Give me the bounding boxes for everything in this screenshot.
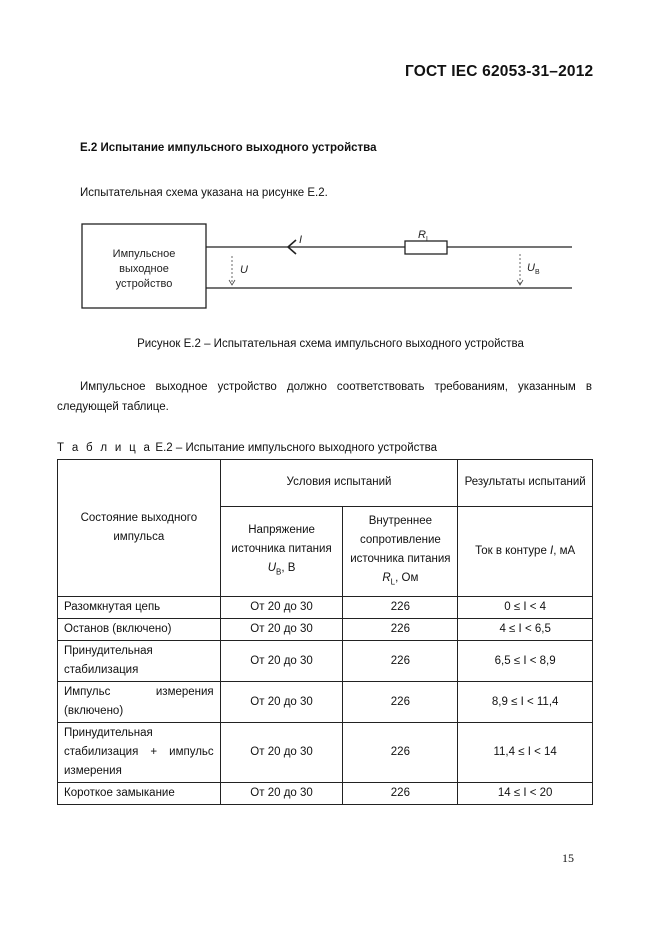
header-voltage	[220, 506, 343, 596]
table-caption	[57, 442, 437, 454]
figure-caption: Рисунок Е.2 – Испытательная схема импульсного выходного устройства	[137, 338, 524, 350]
label-current: I	[299, 234, 303, 246]
header-voltage-sub: B	[276, 567, 282, 577]
cell-resistance: 226	[343, 723, 458, 783]
standard-number: ГОСТ IEC 62053-31–2012	[405, 63, 594, 80]
header-resistance-sub: L	[390, 577, 396, 586]
cell-voltage: От 20 до 30	[220, 641, 343, 682]
table-row	[58, 783, 593, 805]
cell-voltage: От 20 до 30	[220, 619, 343, 641]
table-row	[58, 723, 593, 783]
label-R: R	[418, 229, 426, 241]
header-current-sym: I	[550, 544, 554, 557]
header-current-unit: , мА	[553, 544, 576, 557]
header-state: Состояние выходного импульса	[58, 460, 221, 597]
label-R-sub: L	[426, 236, 430, 243]
cell-voltage: От 20 до 30	[220, 723, 343, 783]
test-table	[57, 459, 593, 805]
cell-current: 4 ≤ I < 6,5	[458, 619, 593, 641]
cell-resistance: 226	[343, 783, 458, 805]
label-UB: U	[527, 262, 535, 274]
table-caption-label: Т а б л и ц а	[57, 442, 153, 454]
cell-state: Импульс измерения (включено)	[58, 682, 221, 723]
header-resistance	[343, 506, 458, 596]
intro-text: Испытательная схема указана на рисунке Е.2.	[80, 187, 328, 199]
header-current	[458, 506, 593, 596]
cell-voltage: От 20 до 30	[220, 783, 343, 805]
header-resistance-sym: R	[382, 571, 391, 584]
label-UB-sub: B	[535, 269, 540, 276]
cell-state: Короткое замыкание	[58, 783, 221, 805]
table-caption-text: Е.2 – Испытание импульсного выходного устройства	[152, 442, 438, 454]
cell-voltage: От 20 до 30	[220, 597, 343, 619]
header-resistance-unit: , Ом	[395, 571, 419, 584]
cell-current: 14 ≤ I < 20	[458, 783, 593, 805]
table-row	[58, 619, 593, 641]
label-U: U	[240, 264, 248, 276]
cell-state: Принудительная стабилизация + импульс измерения	[58, 723, 221, 783]
cell-resistance: 226	[343, 641, 458, 682]
cell-state: Разомкнутая цепь	[58, 597, 221, 619]
section-title: Е.2 Испытание импульсного выходного устройства	[80, 142, 377, 154]
header-conditions: Условия испытаний	[220, 460, 458, 507]
requirements-paragraph: Импульсное выходное устройство должно соответствовать требованиям, указанным в следующей таблице.	[57, 381, 592, 413]
cell-state: Принудительная стабилизация	[58, 641, 221, 682]
header-voltage-unit: , В	[281, 562, 296, 575]
cell-state: Останов (включено)	[58, 619, 221, 641]
header-voltage-text: Напряжение источника питания	[231, 524, 332, 556]
header-current-text: Ток в контуре	[475, 544, 551, 557]
table-row	[58, 682, 593, 723]
cell-voltage: От 20 до 30	[220, 682, 343, 723]
box-line-2: выходное	[119, 263, 169, 275]
header-results: Результаты испытаний	[458, 460, 593, 507]
cell-current: 8,9 ≤ I < 11,4	[458, 682, 593, 723]
circuit-diagram	[0, 0, 661, 330]
cell-current: 0 ≤ I < 4	[458, 597, 593, 619]
cell-resistance: 226	[343, 597, 458, 619]
box-line-1: Импульсное	[112, 248, 176, 260]
cell-current: 11,4 ≤ I < 14	[458, 723, 593, 783]
table-row	[58, 597, 593, 619]
header-voltage-sym: U	[267, 562, 276, 575]
header-resistance-text: Внутреннее сопротивление источника питания	[350, 514, 451, 565]
table-row	[58, 641, 593, 682]
cell-resistance: 226	[343, 682, 458, 723]
page-number: 15	[562, 851, 574, 865]
box-line-3: устройство	[115, 278, 173, 290]
cell-current: 6,5 ≤ I < 8,9	[458, 641, 593, 682]
cell-resistance: 226	[343, 619, 458, 641]
